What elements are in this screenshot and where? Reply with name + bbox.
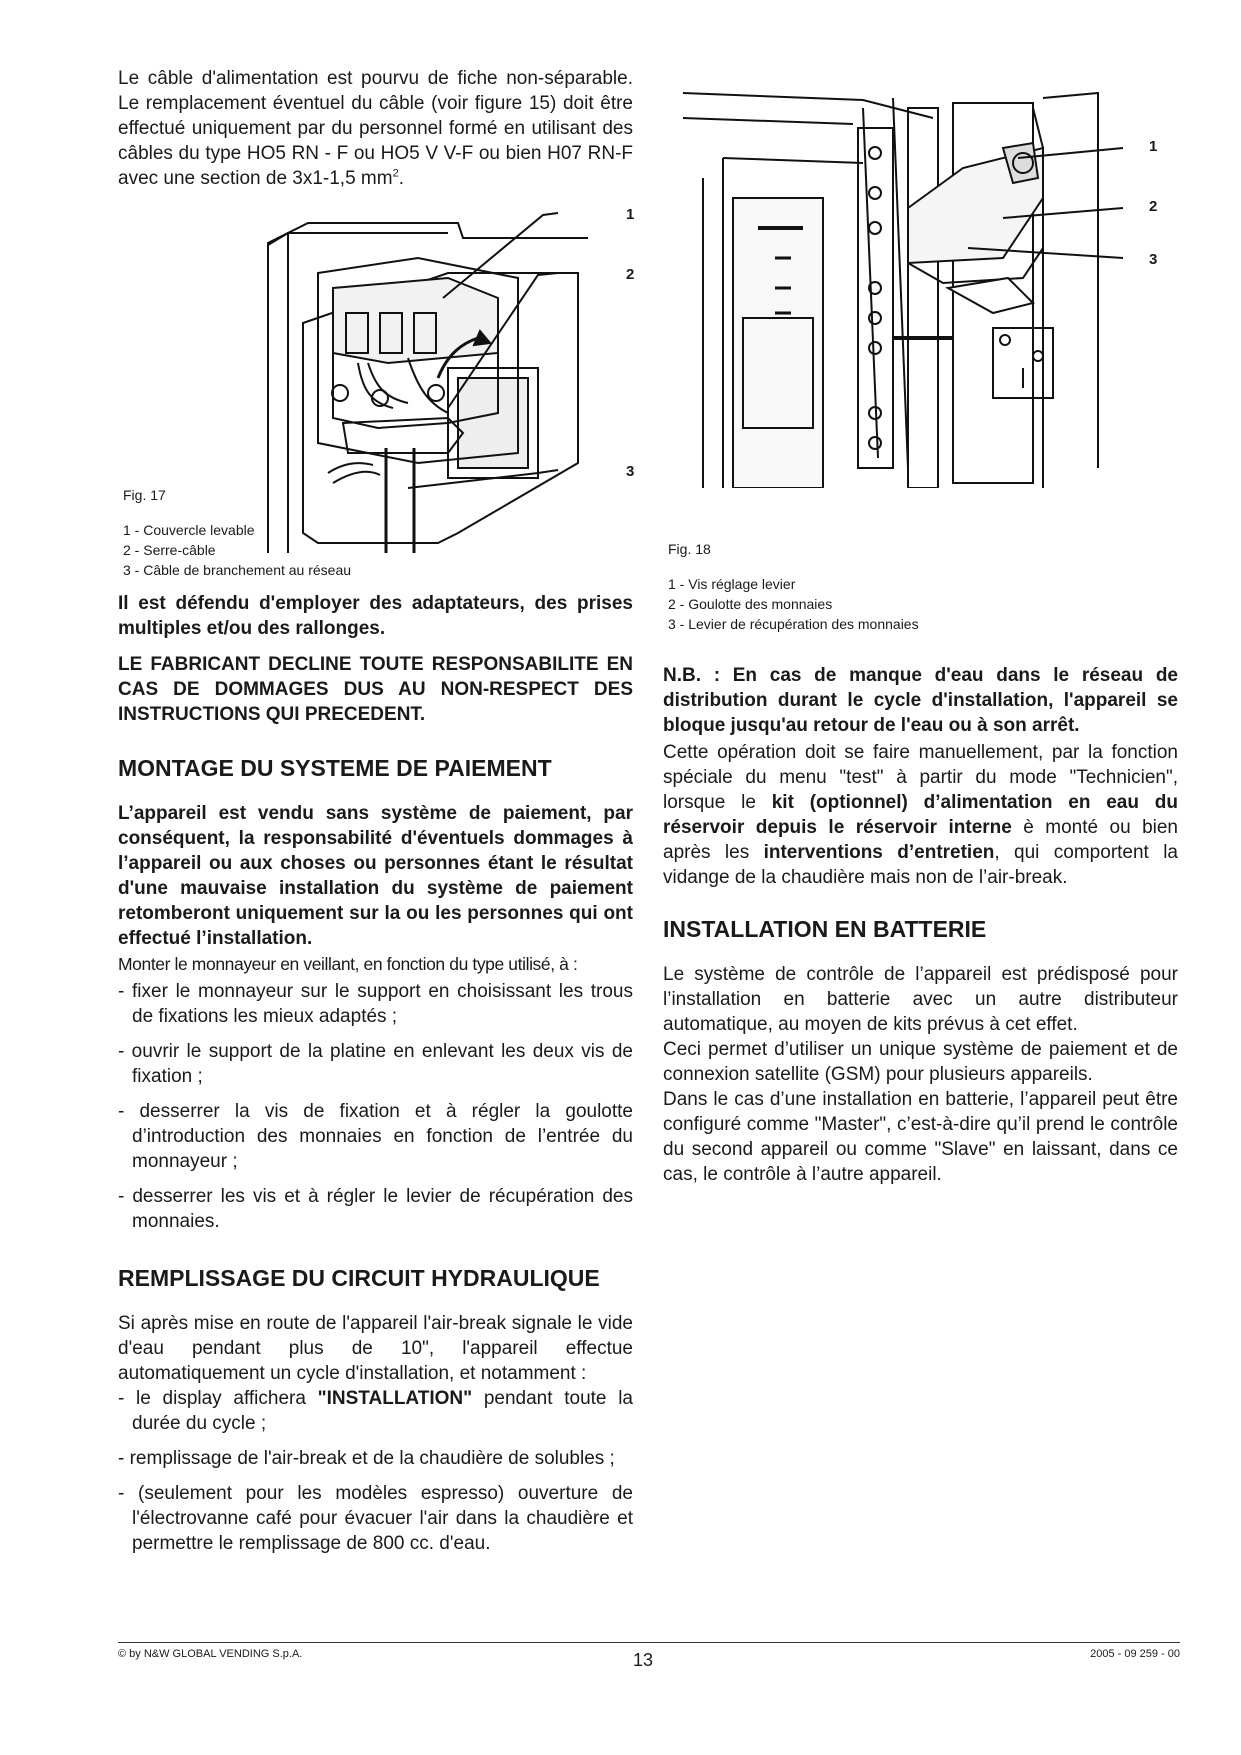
fig18-legend-item: 3 - Levier de récupération des monnaies bbox=[668, 616, 919, 632]
fig17-illustration bbox=[118, 203, 633, 553]
list-item: - remplissage de l'air-break et de la chaudière de solubles ; bbox=[118, 1448, 615, 1469]
fig18-callout-1: 1 bbox=[1149, 138, 1158, 155]
nb-paragraph: N.B. : En cas de manque d'eau dans le réseau de distribution durant le cycle d'installation, l'appareil se bloque jusqu'au retour de l'eau ou à son arrêt. bbox=[663, 665, 1178, 736]
left-column bbox=[118, 66, 633, 1556]
section-title-battery: INSTALLATION EN BATTERIE bbox=[663, 916, 987, 942]
section-title-hydraulic: REMPLISSAGE DU CIRCUIT HYDRAULIQUE bbox=[118, 1265, 600, 1291]
figure-18 bbox=[663, 88, 1178, 668]
intro-paragraph: Le câble d'alimentation est pourvu de fiche non-séparable. Le remplacement éventuel du câble (voir figure 15) doit être effectué uniquement par du personnel formé en utilisant des câbles du type HO5 RN - F ou HO5 V V-F ou bien H07 RN-F avec une section de 3x1-1,5 $mm^2$. bbox=[118, 68, 633, 189]
section-title-payment: MONTAGE DU SYSTEME DE PAIEMENT bbox=[118, 755, 552, 781]
manual-operation: Cette opération doit se faire manuellement, par la fonction spéciale du menu "test" à partir du mode "Technicien", lorsque le kit (optionnel) d’alimentation en eau du réservoir depuis le réservoir interne è monté ou bien après les interventions d’entretien, qui comportent la vidange de la chaudière mais non de l’air-break. bbox=[663, 742, 1178, 888]
fig18-callout-3: 3 bbox=[1149, 251, 1158, 268]
fig18-legend-item: 1 - Vis réglage levier bbox=[668, 576, 796, 592]
fig17-label: Fig. 17 bbox=[123, 487, 166, 503]
document-code: 2005 - 09 259 - 00 bbox=[1090, 1648, 1180, 1660]
battery-p2: Ceci permet d’utiliser un unique système de paiement et de connexion satellite (GSM) pour plusieurs appareils. bbox=[663, 1039, 1178, 1085]
list-item: - ouvrir le support de la platine en enlevant les deux vis de fixation ; bbox=[118, 1041, 633, 1087]
fig17-legend-item: 3 - Câble de branchement au réseau bbox=[123, 562, 352, 578]
figure-17 bbox=[118, 203, 633, 593]
hydraulic-steps bbox=[118, 1386, 633, 1556]
fig18-legend bbox=[668, 574, 919, 634]
list-item: - fixer le monnayeur sur le support en choisissant les trous de fixations les mieux adaptés ; bbox=[118, 981, 633, 1027]
payment-intro: Monter le monnayeur en veillant, en fonction du type utilisé, à : bbox=[118, 954, 578, 974]
battery-p3: Dans le cas d’une installation en batterie, l’appareil peut être configuré comme "Master", c’est-à-dire qu’il prend le contrôle du second appareil ou comme "Slave" en laissant, dans ce cas, le contrôle à l’autre appareil. bbox=[663, 1089, 1178, 1185]
fig17-callout-3: 3 bbox=[626, 463, 635, 480]
battery-p1: Le système de contrôle de l’appareil est prédisposé pour l’installation en batterie avec un autre distributeur automatique, au moyen de kits prévus à cet effet. bbox=[663, 964, 1178, 1035]
fig17-callout-2: 2 bbox=[626, 266, 635, 283]
fig17-legend-item: 1 - Couvercle levable bbox=[123, 522, 255, 538]
hydraulic-para: Si après mise en route de l'appareil l'air-break signale le vide d'eau pendant plus de 10", l'appareil effectue automatiquement un cycle d'installation, et notamment : bbox=[118, 1313, 633, 1384]
fig18-legend-item: 2 - Goulotte des monnaies bbox=[668, 596, 833, 612]
payment-steps bbox=[118, 979, 633, 1234]
list-item: - desserrer la vis de fixation et à régler la goulotte d’introduction des monnaies en fonction de l’entrée du monnayeur ; bbox=[118, 1101, 633, 1172]
fig17-legend bbox=[123, 520, 351, 580]
page-number: 13 bbox=[633, 1650, 654, 1670]
payment-liability: L’appareil est vendu sans système de paiement, par conséquent, la responsabilité d'éventuels dommages à l’appareil ou aux choses ou personnes étant le résultat d'une mauvaise installation du système de paiement retomberont uniquement sur la ou les personnes qui ont effectué l’installation. bbox=[118, 803, 633, 949]
list-item: - le display affichera "INSTALLATION" pendant toute la durée du cycle ; bbox=[118, 1388, 633, 1434]
footer-divider bbox=[118, 1642, 1180, 1643]
fig17-callout-1: 1 bbox=[626, 206, 635, 223]
fig18-callout-2: 2 bbox=[1149, 198, 1158, 215]
warning-manufacturer: LE FABRICANT DECLINE TOUTE RESPONSABILITE EN CAS DE DOMMAGES DUS AU NON-RESPECT DES INSTRUCTIONS QUI PRECEDENT. bbox=[118, 654, 633, 725]
right-column bbox=[663, 88, 1178, 1187]
warning-adapters: Il est défendu d'employer des adaptateurs, des prises multiples et/ou des rallonges. bbox=[118, 593, 633, 639]
list-item: - (seulement pour les modèles espresso) ouverture de l'électrovanne café pour évacuer l'air dans la chaudière et permettre le remplissage de 800 cc. d'eau. bbox=[118, 1483, 633, 1554]
fig18-label: Fig. 18 bbox=[668, 541, 711, 557]
list-item: - desserrer les vis et à régler le levier de récupération des monnaies. bbox=[118, 1186, 633, 1232]
footer-copyright: © by N&W GLOBAL VENDING S.p.A. bbox=[118, 1648, 303, 1660]
fig17-legend-item: 2 - Serre-câble bbox=[123, 542, 216, 558]
fig18-illustration bbox=[663, 88, 1178, 488]
